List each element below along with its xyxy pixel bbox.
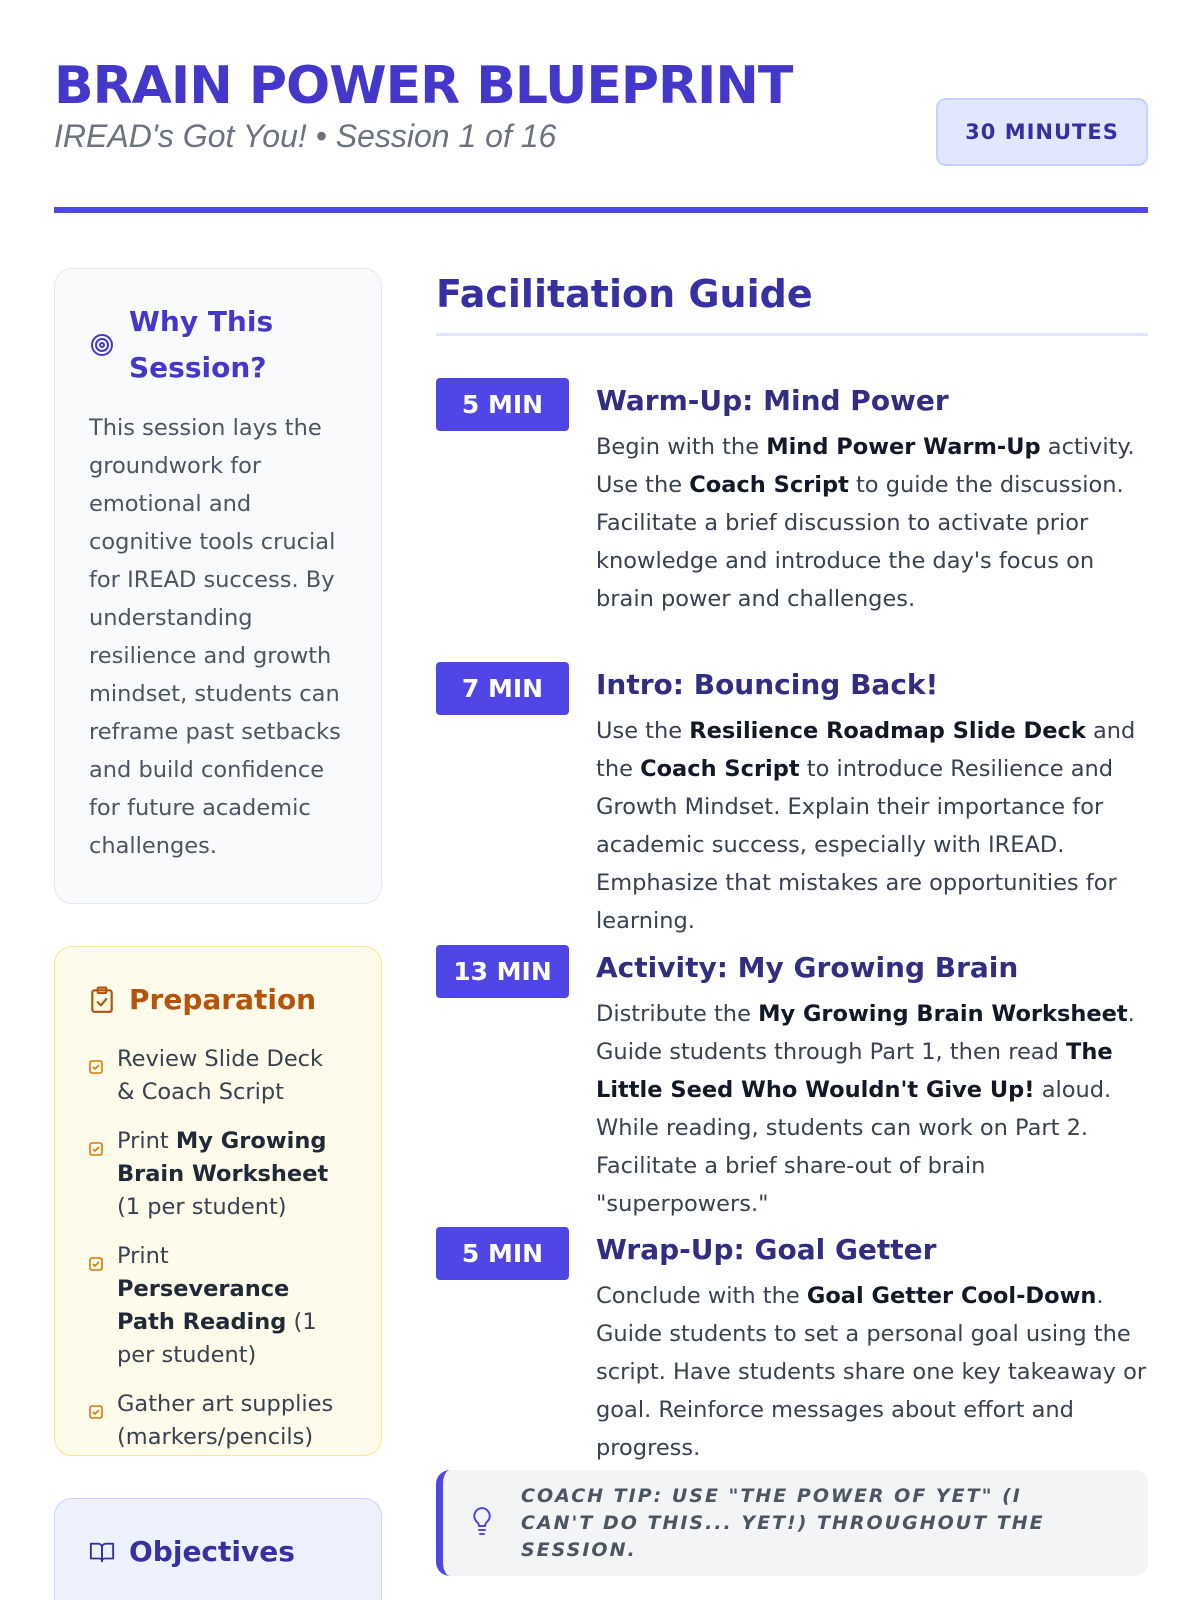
list-item: Review Slide Deck & Coach Script (89, 1043, 347, 1109)
coach-tip (436, 1470, 1148, 1576)
checkbox-icon (89, 1396, 105, 1429)
objectives-card (54, 1498, 382, 1600)
checkbox-icon (89, 1133, 105, 1166)
why-session-title: Why This Session? (129, 305, 274, 384)
preparation-title: Preparation (129, 983, 317, 1016)
preparation-list (89, 1043, 347, 1454)
checkbox-icon (89, 1051, 105, 1084)
header-divider (54, 207, 1148, 213)
clipboard-check-icon (89, 987, 115, 1013)
list-item: Print Perseverance Path Reading (1 per student) (89, 1240, 347, 1372)
objectives-title: Objectives (129, 1535, 295, 1568)
step-time-badge: 13 MIN (436, 945, 569, 998)
step-title: Wrap-Up: Goal Getter (596, 1233, 937, 1266)
step-title: Activity: My Growing Brain (596, 951, 1019, 984)
coach-tip-text: COACH TIP: USE "THE POWER OF YET" (I CAN'T DO THIS... YET!) THROUGHOUT THE SESSION. (521, 1484, 1045, 1561)
facilitation-guide-title: Facilitation Guide (436, 272, 813, 316)
step-body: Conclude with the Goal Getter Cool-Down. Guide students to set a personal goal using the script. Have students share one key takeaway or goal. Reinforce messages about effort and progress. (596, 1283, 1147, 1461)
step-body: Distribute the My Growing Brain Worksheet. Guide students through Part 1, then read The Little Seed Who Wouldn't Give Up! aloud. While reading, students can work on Part 2. Facilitate a brief share-out of brain "superpowers." (596, 1001, 1135, 1217)
duration-badge: 30 MINUTES (936, 98, 1148, 166)
why-session-card (54, 268, 382, 904)
step-time-badge: 7 MIN (436, 662, 569, 715)
checkbox-icon (89, 1248, 105, 1281)
page-subtitle: IREAD's Got You! • Session 1 of 16 (54, 118, 557, 154)
list-item: Gather art supplies (markers/pencils) (89, 1388, 347, 1454)
lightbulb-icon (471, 1506, 493, 1541)
step-body: Use the Resilience Roadmap Slide Deck and the Coach Script to introduce Resilience and Growth Mindset. Explain their importance for academic success, especially with IREAD. Emphasize that mistakes are opportunities for learning. (596, 718, 1136, 934)
why-session-body: This session lays the groundwork for emotional and cognitive tools crucial for IREAD success. By understanding resilience and growth mindset, students can reframe past setbacks and build confidence for future academic challenges. (89, 415, 341, 859)
book-open-icon (89, 1539, 115, 1565)
step-time-badge: 5 MIN (436, 378, 569, 431)
preparation-card (54, 946, 382, 1456)
page-title: BRAIN POWER BLUEPRINT (54, 56, 793, 116)
page-header (54, 52, 1148, 212)
step-body: Begin with the Mind Power Warm-Up activity. Use the Coach Script to guide the discussion. Facilitate a brief discussion to activate prior knowledge and introduce the day's focus on brain power and challenges. (596, 434, 1135, 612)
list-item: Print My Growing Brain Worksheet (1 per student) (89, 1125, 347, 1224)
step-title: Warm-Up: Mind Power (596, 384, 949, 417)
step-time-badge: 5 MIN (436, 1227, 569, 1280)
target-icon (89, 332, 115, 358)
guide-divider (436, 333, 1148, 336)
step-title: Intro: Bouncing Back! (596, 668, 939, 701)
